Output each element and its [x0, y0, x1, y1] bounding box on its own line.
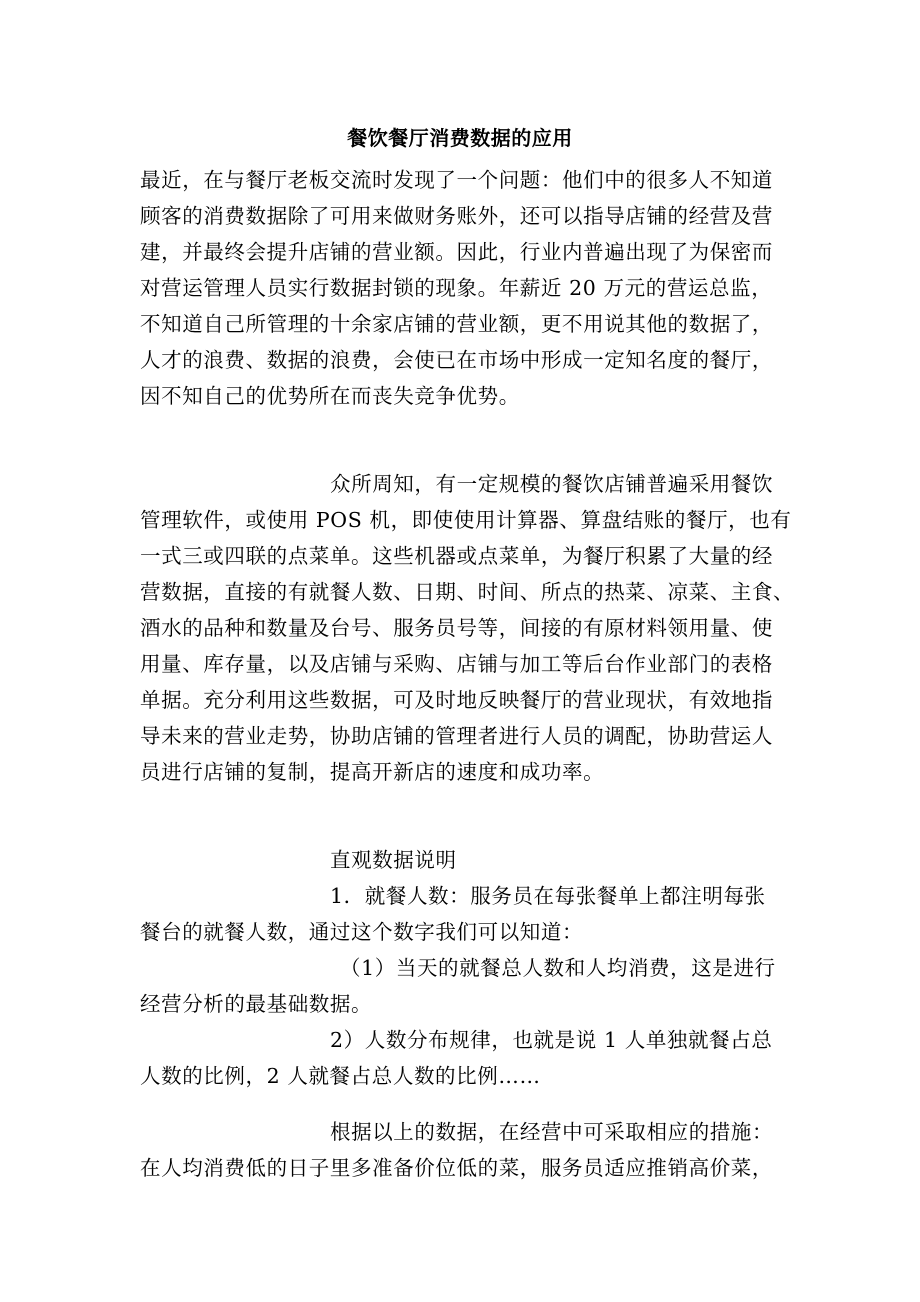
paragraph-line: 单据。充分利用这些数据，可及时地反映餐厅的营业现状，有效地指: [140, 688, 773, 712]
paragraph-line: 顾客的消费数据除了可用来做财务账外，还可以指导店铺的经营及营: [140, 204, 773, 228]
paragraph-line: 对营运管理人员实行数据封锁的现象。年薪近 20 万元的营运总监，: [140, 276, 773, 300]
paragraph-line: 最近，在与餐厅老板交流时发现了一个问题：他们中的很多人不知道: [140, 168, 773, 192]
section-heading: 直观数据说明: [330, 848, 457, 872]
paragraph-line: 用量、库存量，以及店铺与采购、店铺与加工等后台作业部门的表格: [140, 652, 773, 676]
list-item-line: （1）当天的就餐总人数和人均消费，这是进行: [340, 956, 776, 980]
list-item-line: 人数的比例，2 人就餐占总人数的比例……: [140, 1064, 541, 1088]
list-item-line: 2）人数分布规律，也就是说 1 人单独就餐占总: [330, 1028, 773, 1052]
paragraph-line: 因不知自己的优势所在而丧失竞争优势。: [140, 384, 520, 408]
paragraph-line: 在人均消费低的日子里多准备价位低的菜，服务员适应推销高价菜，: [140, 1156, 773, 1180]
paragraph-line: 众所周知，有一定规模的餐饮店铺普遍采用餐饮: [330, 472, 774, 496]
list-item-line: 1．就餐人数：服务员在每张餐单上都注明每张: [330, 884, 766, 908]
paragraph-line: 管理软件，或使用 POS 机，即使使用计算器、算盘结账的餐厅，也有: [140, 508, 792, 532]
list-item-line: 餐台的就餐人数，通过这个数字我们可以知道：: [140, 920, 584, 944]
paragraph-line: 根据以上的数据，在经营中可采取相应的措施：: [330, 1120, 774, 1144]
paragraph-line: 营数据，直接的有就餐人数、日期、时间、所点的热菜、凉菜、主食、: [140, 580, 795, 604]
document-title: 餐饮餐厅消费数据的应用: [347, 126, 573, 150]
paragraph-line: 建，并最终会提升店铺的营业额。因此，行业内普遍出现了为保密而: [140, 240, 773, 264]
section-intuitive-data: [140, 842, 780, 1094]
paragraph-line: 一式三或四联的点菜单。这些机器或点菜单，为餐厅积累了大量的经: [140, 544, 773, 568]
paragraph-line: 导未来的营业走势，协助店铺的管理者进行人员的调配，协助营运人: [140, 724, 773, 748]
paragraph-line: 员进行店铺的复制，提高开新店的速度和成功率。: [140, 760, 605, 784]
list-item-line: 经营分析的最基础数据。: [140, 992, 373, 1016]
paragraph-measures: [140, 1114, 780, 1186]
paragraph-line: 人才的浪费、数据的浪费，会使已在市场中形成一定知名度的餐厅，: [140, 348, 773, 372]
paragraph-intro: [140, 162, 780, 414]
paragraph-pos-data: [140, 466, 795, 790]
paragraph-line: 不知道自己所管理的十余家店铺的营业额，更不用说其他的数据了，: [140, 312, 773, 336]
paragraph-line: 酒水的品种和数量及台号、服务员号等，间接的有原材料领用量、使: [140, 616, 773, 640]
